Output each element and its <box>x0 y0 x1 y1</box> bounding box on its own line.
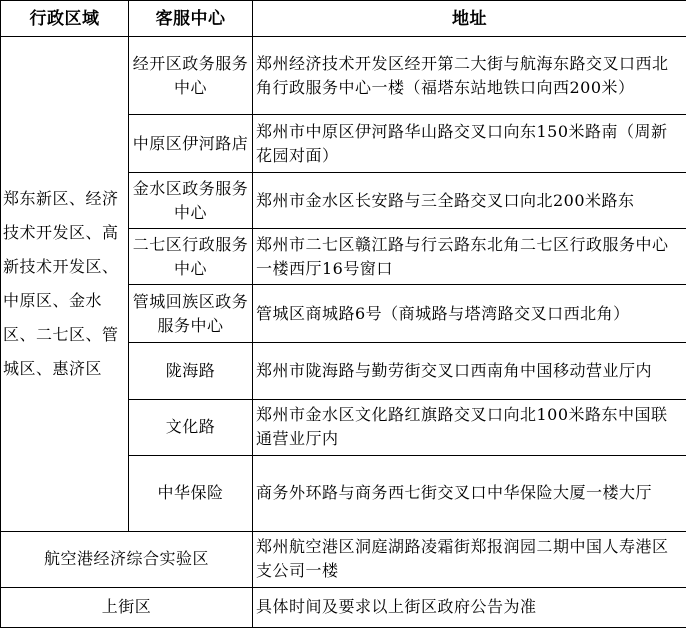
service-center-name: 文化路 <box>129 399 253 455</box>
service-center-address: 郑州市中原区伊河路华山路交叉口向东150米路南（周新花园对面） <box>253 115 686 173</box>
service-center-address: 郑州市金水区长安路与三全路交叉口向北200米路东 <box>253 173 686 229</box>
service-center-name: 经开区政务服务中心 <box>129 37 253 115</box>
service-center-address: 管城区商城路6号（商城路与塔湾路交叉口西北角） <box>253 285 686 343</box>
table-row-shangjie <box>1 587 686 627</box>
service-center-address: 商务外环路与商务西七街交叉口中华保险大厦一楼大厅 <box>253 455 686 531</box>
service-center-name: 管城回族区政务服务中心 <box>129 285 253 343</box>
header-address: 地址 <box>253 1 686 37</box>
table-row <box>1 37 686 115</box>
service-center-name: 金水区政务服务中心 <box>129 173 253 229</box>
service-center-address: 郑州市二七区赣江路与行云路东北角二七区行政服务中心一楼西厅16号窗口 <box>253 229 686 285</box>
airport-address: 郑州航空港区洞庭湖路凌霜街郑报润园二期中国人寿港区支公司一楼 <box>253 531 686 587</box>
header-region: 行政区域 <box>1 1 129 37</box>
service-center-address: 郑州市陇海路与勤劳街交叉口西南角中国移动营业厅内 <box>253 343 686 399</box>
header-service-center: 客服中心 <box>129 1 253 37</box>
region-airport: 航空港经济综合实验区 <box>1 531 253 587</box>
table-row-airport <box>1 531 686 587</box>
service-center-address: 郑州经济技术开发区经开第二大街与航海东路交叉口西北角行政服务中心一楼（福塔东站地铁口向西200米） <box>253 37 686 115</box>
service-center-address: 郑州市金水区文化路红旗路交叉口向北100米路东中国联通营业厅内 <box>253 399 686 455</box>
service-center-name: 二七区行政服务中心 <box>129 229 253 285</box>
service-center-name: 中华保险 <box>129 455 253 531</box>
region-group-cell: 郑东新区、经济技术开发区、高新技术开发区、中原区、金水区、二七区、管城区、惠济区 <box>1 37 129 532</box>
service-center-name: 中原区伊河路店 <box>129 115 253 173</box>
region-shangjie: 上街区 <box>1 587 253 627</box>
shangjie-address: 具体时间及要求以上街区政府公告为准 <box>253 587 686 627</box>
service-center-name: 陇海路 <box>129 343 253 399</box>
header-row <box>1 1 686 37</box>
